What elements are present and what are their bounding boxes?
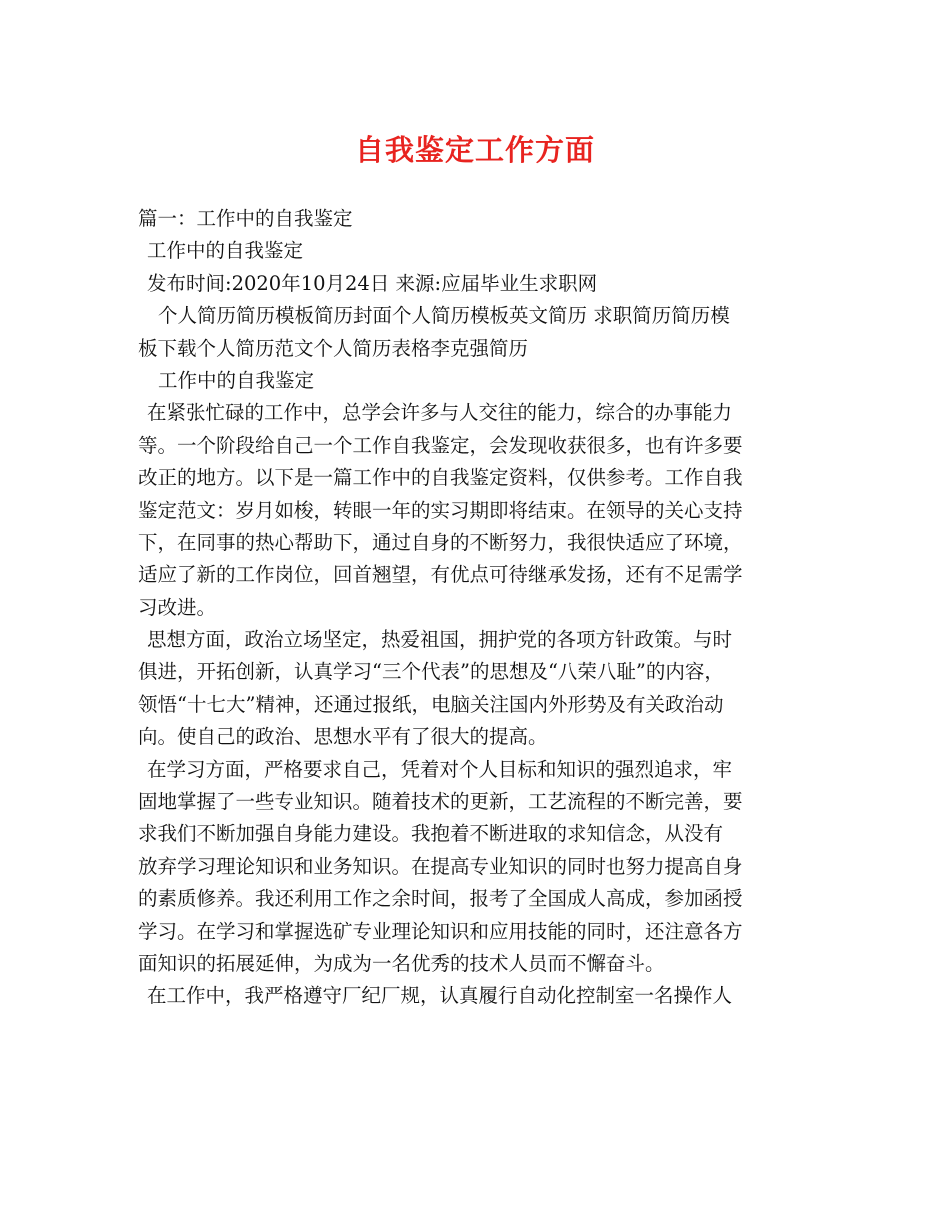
paragraph-line: 在学习方面，严格要求自己，凭着对个人目标和知识的强烈追求，牢 xyxy=(147,757,733,781)
paragraph-line: 等。一个阶段给自己一个工作自我鉴定，会发现收获很多，也有许多要 xyxy=(138,433,743,457)
paragraph-line: 向。使自己的政治、思想水平有了很大的提高。 xyxy=(138,725,548,749)
article-heading: 工作中的自我鉴定 xyxy=(147,239,304,263)
paragraph-line: 适应了新的工作岗位，回首翘望，有优点可待继承发扬，还有不足需学 xyxy=(138,563,743,587)
subheading: 工作中的自我鉴定 xyxy=(158,368,315,392)
paragraph-line: 领悟“十七大”精神，还通过报纸，电脑关注国内外形势及有关政治动 xyxy=(138,692,724,716)
paragraph-line: 面知识的拓展延伸，为成为一名优秀的技术人员而不懈奋斗。 xyxy=(138,951,665,975)
paragraph-line: 放弃学习理论知识和业务知识。在提高专业知识的同时也努力提高自身 xyxy=(138,854,743,878)
paragraph-line: 习改进。 xyxy=(138,595,217,619)
section-heading: 篇一：工作中的自我鉴定 xyxy=(138,207,353,230)
paragraph-line: 在工作中，我严格遵守厂纪厂规，认真履行自动化控制室一名操作人 xyxy=(147,984,733,1008)
paragraph-line: 的素质修养。我还利用工作之余时间，报考了全国成人高成，参加函授 xyxy=(138,887,743,911)
publish-info: 发布时间:2020年10月24日 来源:应届毕业生求职网 xyxy=(147,271,598,295)
paragraph-line: 下，在同事的热心帮助下，通过自身的不断努力，我很快适应了环境， xyxy=(138,530,743,554)
related-links-line: 板下载个人简历范文个人简历表格李克强简历 xyxy=(138,336,529,360)
paragraph-line: 思想方面，政治立场坚定，热爱祖国，拥护党的各项方针政策。与时 xyxy=(147,628,733,652)
document-title: 自我鉴定工作方面 xyxy=(354,133,595,167)
paragraph-line: 学习。在学习和掌握选矿专业理论知识和应用技能的同时，还注意各方 xyxy=(138,919,743,943)
paragraph-line: 在紧张忙碌的工作中，总学会许多与人交往的能力，综合的办事能力 xyxy=(147,401,733,425)
related-links-line: 个人简历简历模板简历封面个人简历模板英文简历 求职简历简历模 xyxy=(158,304,730,328)
paragraph-line: 改正的地方。以下是一篇工作中的自我鉴定资料，仅供参考。工作自我 xyxy=(138,466,743,490)
paragraph-line: 求我们不断加强自身能力建设。我抱着不断进取的求知信念，从没有 xyxy=(138,822,724,846)
paragraph-line: 俱进，开拓创新，认真学习“三个代表”的思想及“八荣八耻”的内容， xyxy=(138,660,724,684)
paragraph-line: 鉴定范文：岁月如梭，转眼一年的实习期即将结束。在领导的关心支持 xyxy=(138,498,743,522)
paragraph-line: 固地掌握了一些专业知识。随着技术的更新，工艺流程的不断完善，要 xyxy=(138,790,743,814)
document-body xyxy=(138,203,814,1013)
